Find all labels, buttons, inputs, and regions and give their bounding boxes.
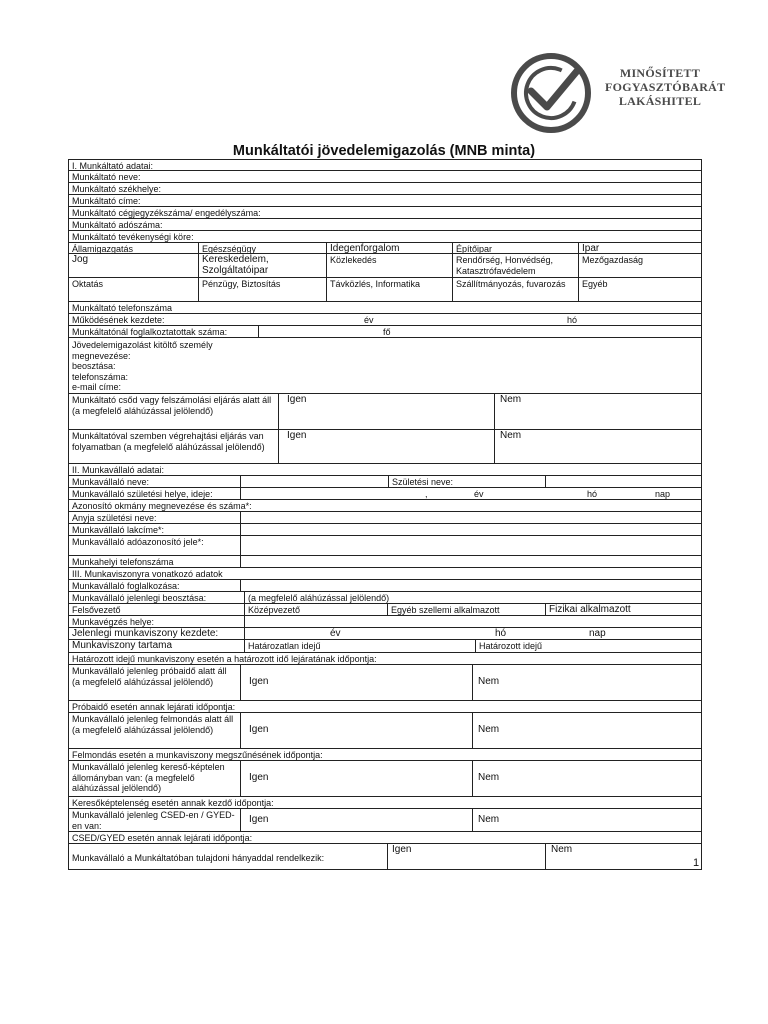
- employee-name-row: [68, 476, 702, 488]
- probation-end-row: [68, 701, 702, 713]
- month-label: hó: [567, 315, 578, 325]
- position-row: [68, 592, 702, 604]
- sector-option[interactable]: Ipar: [578, 243, 703, 253]
- id-document-row: [68, 500, 702, 512]
- position-note: (a megfelelő aláhúzással jelölendő): [244, 592, 703, 603]
- employer-seat-label: Munkáltató székhelye:: [72, 184, 162, 194]
- employer-activity-row: [68, 231, 702, 243]
- employer-address-row: [68, 195, 702, 207]
- mother-name-input[interactable]: [240, 512, 703, 523]
- section-3-header-row: [68, 568, 702, 580]
- month-label: hó: [587, 489, 598, 499]
- definite-option[interactable]: Határozott idejű: [475, 640, 703, 652]
- employer-address-label: Munkáltató címe:: [72, 196, 141, 206]
- sector-option[interactable]: Szállítmányozás, fuvarozás: [452, 278, 578, 301]
- document-title: Munkáltatói jövedelemigazolás (MNB minta): [232, 143, 536, 159]
- section-2-header-row: [68, 464, 702, 476]
- operation-start-label: Működésének kezdete:: [72, 315, 165, 325]
- section-1-header: I. Munkáltató adatai:: [72, 161, 154, 170]
- bankruptcy-no-option[interactable]: Nem: [494, 394, 703, 429]
- probation-question: Munkavállaló jelenleg próbaidő alatt áll (a megfelelő aláhúzással jelölendő): [72, 666, 227, 687]
- sick-start-row: [68, 797, 702, 809]
- enforcement-yes-option[interactable]: Igen: [278, 430, 494, 463]
- id-document-label: Azonosító okmány megnevezése és száma*:: [72, 501, 252, 511]
- taxid-label: Munkavállaló adóazonosító jele*:: [72, 537, 204, 547]
- sick-leave-row: [68, 761, 702, 797]
- section-2-header: II. Munkavállaló adatai:: [72, 465, 165, 475]
- sick-start-label: Keresőképtelenség esetén annak kezdő időpontja:: [72, 798, 274, 808]
- sick-leave-yes-option[interactable]: Igen: [240, 761, 472, 796]
- sector-option[interactable]: Rendőrség, Honvédség, Katasztrófavédelem: [452, 254, 578, 277]
- indefinite-option[interactable]: Határozatlan idejű: [244, 640, 475, 652]
- comma-separator: ,: [425, 489, 428, 499]
- csed-row: [68, 809, 702, 832]
- sector-option[interactable]: Építőipar: [452, 243, 578, 253]
- sector-row-3: [68, 278, 702, 302]
- logo-line-3: LAKÁSHITEL: [618, 94, 702, 108]
- logo-line-1: MINŐSÍTETT: [619, 66, 701, 80]
- occupation-label: Munkavállaló foglalkozása:: [72, 581, 180, 591]
- work-phone-label: Munkahelyi telefonszáma: [72, 557, 174, 567]
- ownership-no-option[interactable]: Nem: [545, 844, 703, 869]
- staff-count-label: Munkáltatónál foglalkoztatottak száma:: [72, 327, 228, 337]
- employer-tax-label: Munkáltató adószáma:: [72, 220, 163, 230]
- bankruptcy-yes-option[interactable]: Igen: [278, 394, 494, 429]
- sector-option[interactable]: Pénzügy, Biztosítás: [198, 278, 326, 301]
- fixed-end-label: Határozott idejű munkaviszony esetén a határozott idő lejáratának időpontja:: [72, 654, 377, 664]
- birth-name-input[interactable]: [545, 476, 703, 487]
- sector-option[interactable]: Egyéb: [578, 278, 703, 301]
- operation-start-row: [68, 314, 702, 326]
- filler-person-heading: Jövedelemigazolást kitöltő személy: [72, 340, 213, 350]
- employer-phone-row: [68, 302, 702, 314]
- birth-place-label: Munkavállaló születési helye, ideje:: [72, 489, 213, 499]
- position-level-row: [68, 604, 702, 616]
- position-level-option[interactable]: Egyéb szellemi alkalmazott: [387, 604, 545, 615]
- employee-name-input[interactable]: [240, 476, 388, 487]
- birth-name-label: Születési neve:: [388, 476, 545, 487]
- logo-text: [605, 66, 726, 108]
- sector-option[interactable]: Idegenforgalom: [326, 243, 452, 253]
- employer-name-row: [68, 171, 702, 183]
- work-phone-input[interactable]: [240, 556, 703, 567]
- filler-phone-label: telefonszáma:: [72, 371, 129, 382]
- position-level-option[interactable]: Felsővezető: [72, 605, 121, 615]
- work-phone-row: [68, 556, 702, 568]
- ownership-row: [68, 844, 702, 870]
- employer-tax-row: [68, 219, 702, 231]
- staff-count-row: [68, 326, 702, 338]
- mother-name-row: [68, 512, 702, 524]
- probation-row: [68, 665, 702, 701]
- sector-row-2: [68, 254, 702, 278]
- day-label: nap: [589, 628, 606, 639]
- occupation-input[interactable]: [240, 580, 703, 591]
- taxid-input[interactable]: [240, 536, 703, 555]
- duration-row: [68, 640, 702, 653]
- income-certificate-form: [68, 159, 702, 870]
- mother-name-label: Anyja születési neve:: [72, 513, 157, 523]
- sick-leave-no-option[interactable]: Nem: [472, 761, 703, 796]
- sick-leave-question: Munkavállaló jelenleg kereső-képtelen állományban van: (a megfelelő aláhúzással jelölendő): [72, 762, 225, 793]
- sector-row-1: [68, 243, 702, 254]
- bankruptcy-question: Munkáltató csőd vagy felszámolási eljárás alatt áll (a megfelelő aláhúzással jelölendő): [72, 395, 272, 416]
- bankruptcy-row: [68, 394, 702, 430]
- ownership-question: Munkavállaló a Munkáltatóban tulajdoni hányaddal rendelkezik:: [72, 853, 325, 863]
- sector-option[interactable]: Államigazgatás: [72, 244, 134, 253]
- csed-end-label: CSED/GYED esetén annak lejárati időpontja:: [72, 833, 253, 843]
- filler-name-label: megnevezése:: [72, 350, 131, 361]
- employer-activity-label: Munkáltató tevékenységi köre:: [72, 232, 194, 242]
- notice-yes-option[interactable]: Igen: [240, 713, 472, 748]
- csed-yes-option[interactable]: Igen: [240, 809, 472, 831]
- sector-option[interactable]: Egészségügy: [198, 243, 326, 253]
- employment-start-row: [68, 628, 702, 640]
- employee-address-label: Munkavállaló lakcíme*:: [72, 525, 165, 535]
- year-label: év: [330, 628, 341, 639]
- workplace-input[interactable]: [244, 616, 703, 627]
- ownership-yes-option[interactable]: Igen: [387, 844, 545, 869]
- check-mark-icon: [531, 71, 577, 107]
- workplace-label: Munkavégzés helye:: [72, 617, 155, 627]
- sector-option[interactable]: Oktatás: [72, 279, 104, 289]
- filler-person-block: [69, 338, 703, 393]
- page-number: 1: [693, 857, 700, 869]
- probation-end-label: Próbaidő esetén annak lejárati időpontja:: [72, 702, 236, 712]
- sector-option[interactable]: Mezőgazdaság: [578, 254, 703, 277]
- filler-email-label: e-mail címe:: [72, 382, 122, 392]
- fixed-end-row: [68, 653, 702, 665]
- employer-name-label: Munkáltató neve:: [72, 172, 141, 182]
- notice-row: [68, 713, 702, 749]
- month-label: hó: [495, 628, 507, 639]
- notice-no-option[interactable]: Nem: [472, 713, 703, 748]
- year-label: év: [364, 315, 374, 325]
- person-unit-label: fő: [258, 326, 703, 337]
- position-level-option[interactable]: Fizikai alkalmazott: [545, 604, 703, 615]
- day-label: nap: [655, 489, 671, 499]
- notice-end-row: [68, 749, 702, 761]
- employer-seat-row: [68, 183, 702, 195]
- year-label: év: [474, 489, 484, 499]
- employment-start-label: Jelenlegi munkaviszony kezdete:: [72, 628, 219, 639]
- employment-start-input[interactable]: [244, 628, 703, 639]
- duration-label: Munkaviszony tartama: [72, 640, 173, 651]
- taxid-row: [68, 536, 702, 556]
- position-label: Munkavállaló jelenlegi beosztása:: [72, 593, 207, 603]
- logo-line-2: FOGYASZTÓBARÁT: [605, 80, 726, 94]
- filler-position-label: beosztása:: [72, 361, 116, 371]
- occupation-row: [68, 580, 702, 592]
- birth-place-row: [68, 488, 702, 500]
- enforcement-no-option[interactable]: Nem: [494, 430, 703, 463]
- employer-regno-label: Munkáltató cégjegyzékszáma/ engedélyszáma:: [72, 208, 261, 218]
- sector-option[interactable]: Közlekedés: [326, 254, 452, 277]
- enforcement-row: [68, 430, 702, 464]
- sector-option[interactable]: Kereskedelem, Szolgáltatóipar: [198, 254, 326, 277]
- employer-regno-row: [68, 207, 702, 219]
- probation-no-option[interactable]: Nem: [472, 665, 703, 700]
- workplace-row: [68, 616, 702, 628]
- position-level-option[interactable]: Középvezető: [244, 604, 387, 615]
- sector-option[interactable]: Jog: [72, 254, 89, 265]
- csed-no-option[interactable]: Nem: [472, 809, 703, 831]
- employee-address-row: [68, 524, 702, 536]
- filler-person-row: [68, 338, 702, 394]
- employee-name-label: Munkavállaló neve:: [72, 477, 150, 487]
- section-3-header: III. Munkaviszonyra vonatkozó adatok: [72, 569, 223, 579]
- notice-question: Munkavállaló jelenleg felmondás alatt áll (a megfelelő aláhúzással jelölendő): [72, 714, 234, 735]
- employer-phone-label: Munkáltató telefonszáma: [72, 303, 173, 313]
- probation-yes-option[interactable]: Igen: [240, 665, 472, 700]
- section-1-header-row: [68, 159, 702, 171]
- enforcement-question: Munkáltatóval szemben végrehajtási eljárás van folyamatban (a megfelelő aláhúzással jelölendő): [72, 431, 265, 452]
- notice-end-label: Felmondás esetén a munkaviszony megszűnésének időpontja:: [72, 750, 323, 760]
- csed-question: Munkavállaló jelenleg CSED-en / GYED-en van:: [72, 810, 235, 831]
- csed-end-row: [68, 832, 702, 844]
- employee-address-input[interactable]: [240, 524, 703, 535]
- sector-option[interactable]: Távközlés, Informatika: [326, 278, 452, 301]
